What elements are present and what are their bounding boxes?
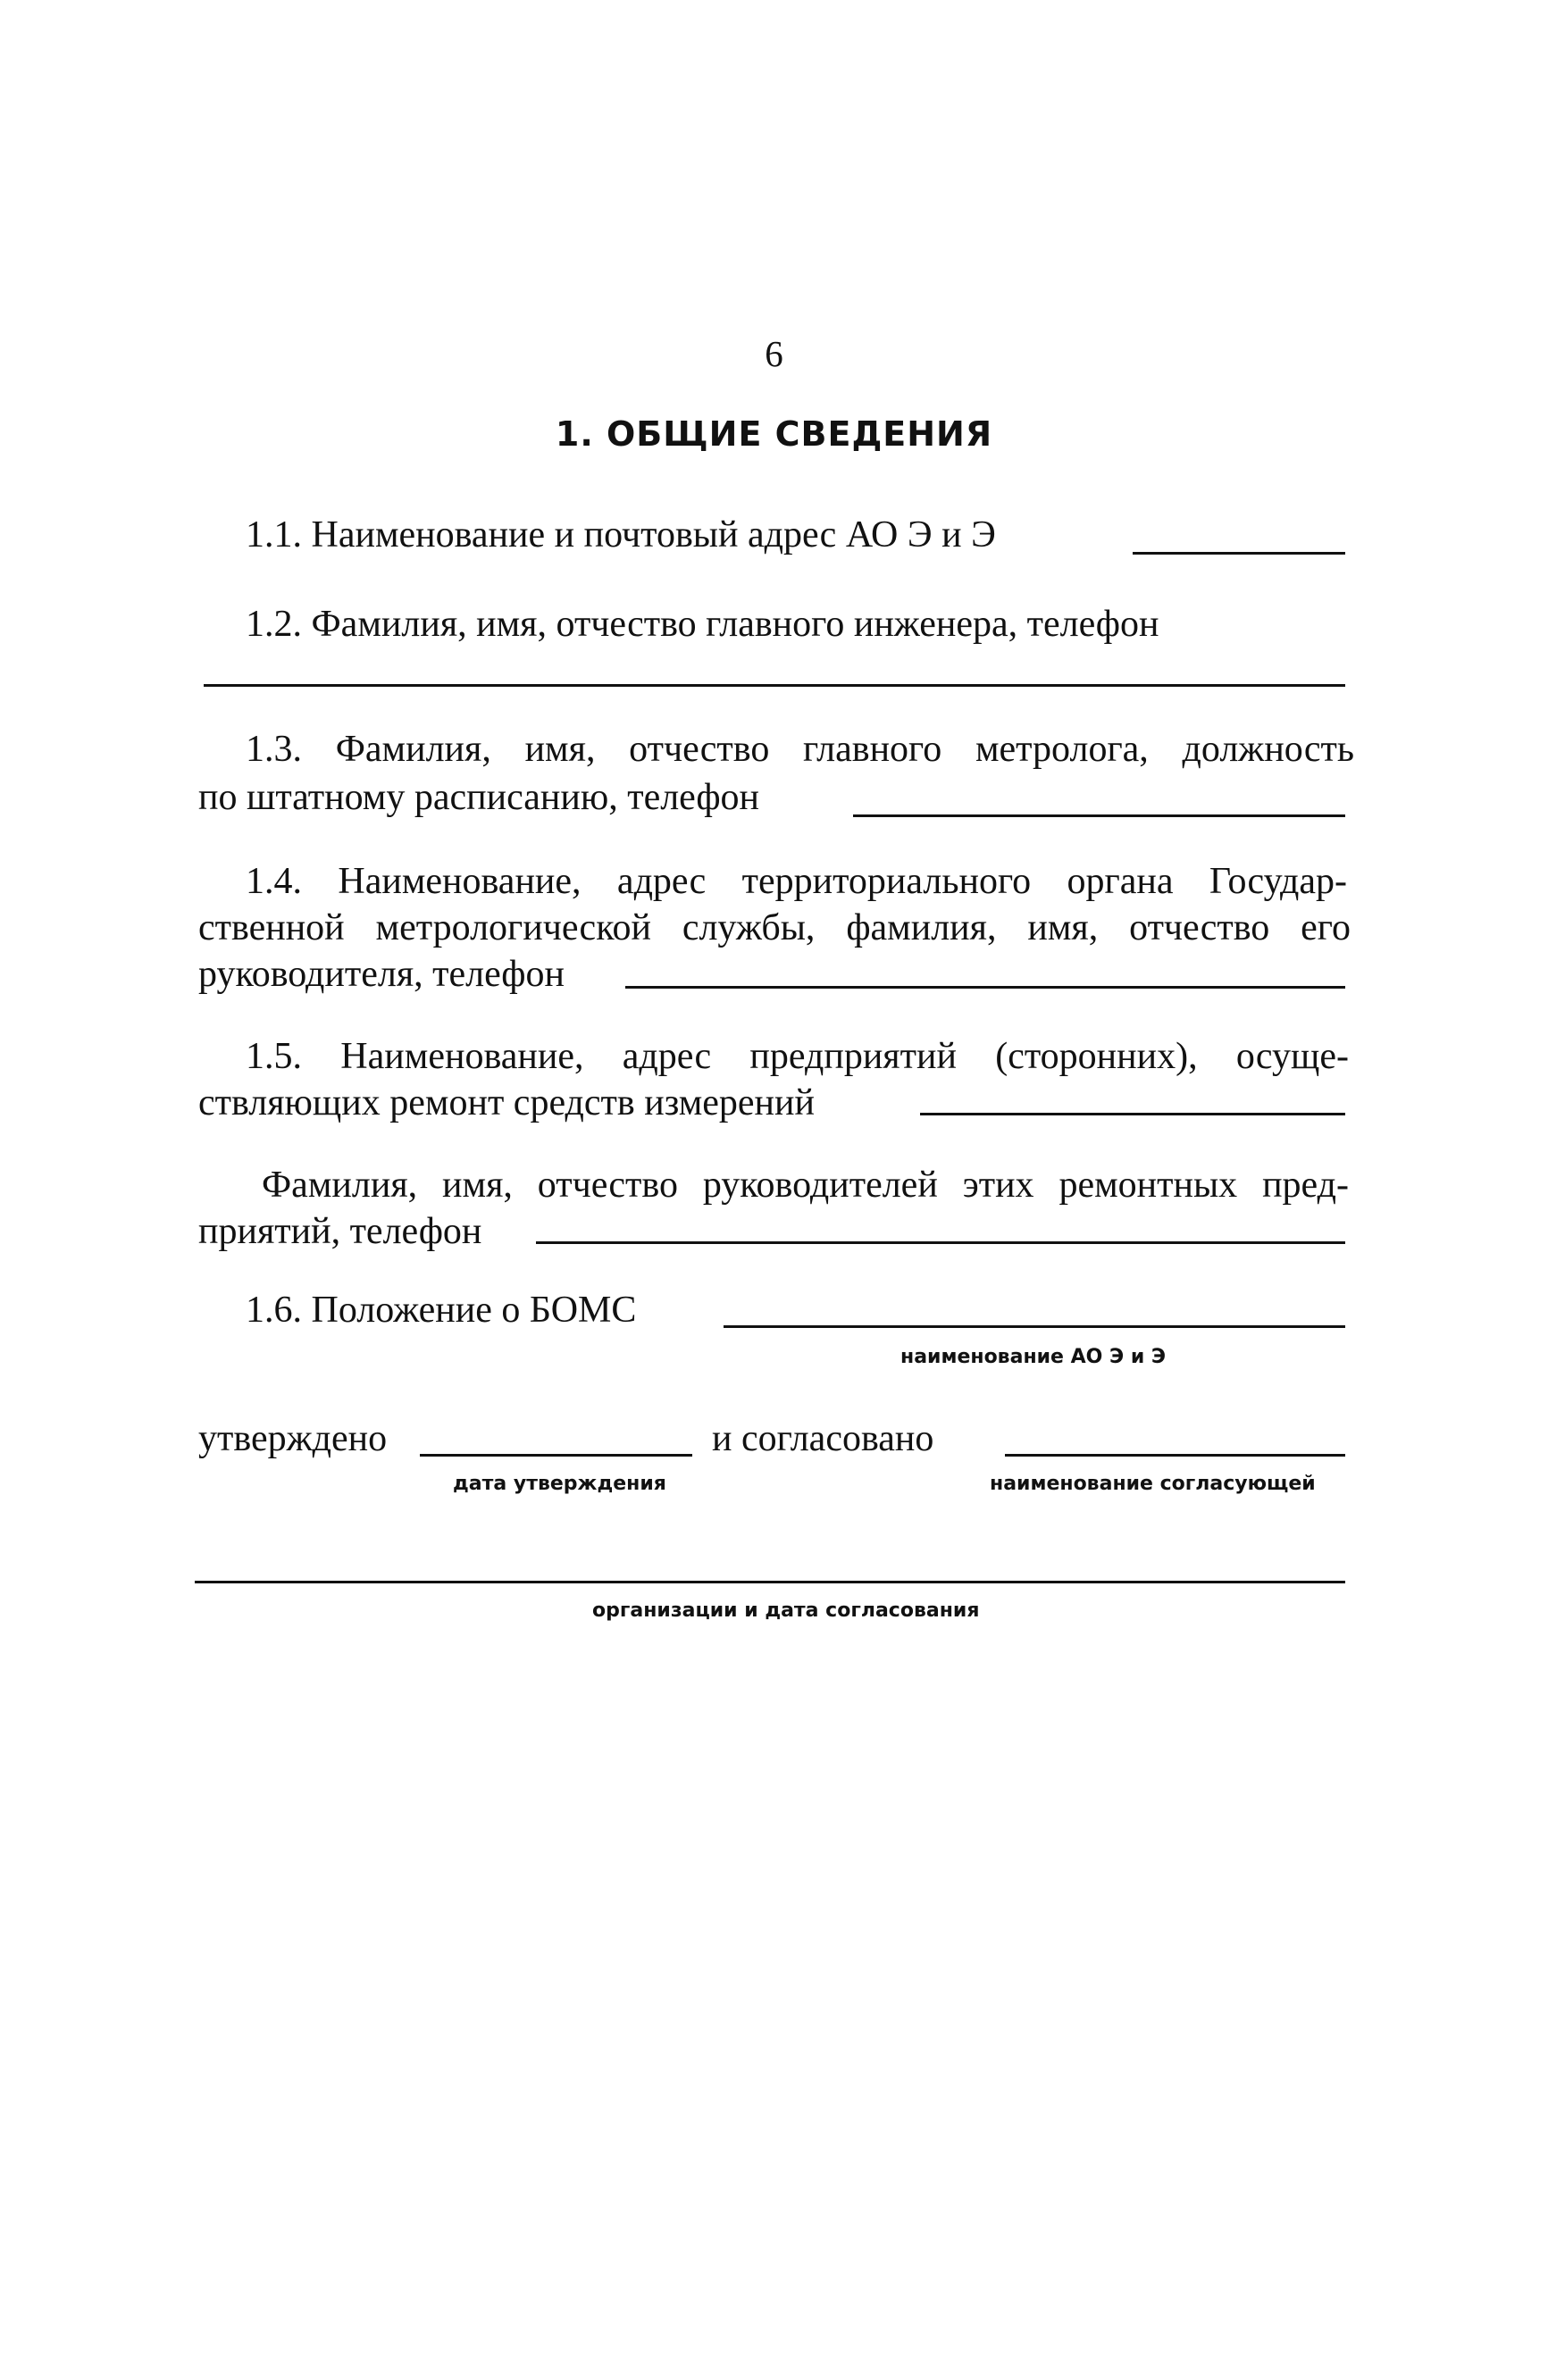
section-heading: 1. ОБЩИЕ СВЕДЕНИЯ xyxy=(555,414,993,454)
page-number: 6 xyxy=(765,333,783,374)
agreed-org-caption: наименование согласующей xyxy=(990,1473,1316,1495)
agreed-label: и согласовано xyxy=(712,1418,934,1459)
item-1-4-line-1: 1.4. Наименование, адрес территориального органа Государ- xyxy=(246,861,1347,902)
approved-label: утверждено xyxy=(198,1418,388,1459)
agreed-org-line[interactable] xyxy=(1005,1454,1345,1457)
item-1-3-line-2: по штатному расписанию, телефон xyxy=(198,777,760,818)
item-1-2-label: 1.2. Фамилия, имя, отчество главного инженера, телефон xyxy=(246,604,1159,645)
repair-heads-line-2: приятий, телефон xyxy=(198,1211,482,1252)
approved-date-caption: дата утверждения xyxy=(453,1473,666,1495)
item-1-4-line-2: ственной метрологической службы, фамилия, имя, отчество его xyxy=(198,907,1351,948)
item-1-1-label: 1.1. Наименование и почтовый адрес АО Э и Э xyxy=(246,514,996,555)
item-1-5-line-2: ствляющих ремонт средств измерений xyxy=(198,1082,815,1123)
item-1-4-fill-line[interactable] xyxy=(625,986,1345,989)
item-1-3-line-1: 1.3. Фамилия, имя, отчество главного метролога, должность xyxy=(246,729,1354,770)
agreement-org-date-caption: организации и дата согласования xyxy=(592,1599,980,1622)
agreement-org-date-line[interactable] xyxy=(195,1581,1345,1583)
item-1-6-fill-line[interactable] xyxy=(724,1325,1345,1328)
item-1-2-fill-line[interactable] xyxy=(204,684,1345,687)
item-1-1-fill-line[interactable] xyxy=(1133,552,1345,555)
repair-heads-fill-line[interactable] xyxy=(536,1241,1345,1244)
item-1-6-label: 1.6. Положение о БОМС xyxy=(246,1290,637,1331)
item-1-3-fill-line[interactable] xyxy=(853,814,1345,817)
approved-date-line[interactable] xyxy=(420,1454,692,1457)
item-1-5-fill-line[interactable] xyxy=(920,1113,1345,1115)
item-1-5-line-1: 1.5. Наименование, адрес предприятий (сторонних), осуще- xyxy=(246,1036,1349,1077)
item-1-4-line-3: руководителя, телефон xyxy=(198,954,565,995)
item-1-6-caption: наименование АО Э и Э xyxy=(900,1346,1167,1368)
repair-heads-line-1: Фамилия, имя, отчество руководителей этих ремонтных пред- xyxy=(262,1165,1349,1206)
